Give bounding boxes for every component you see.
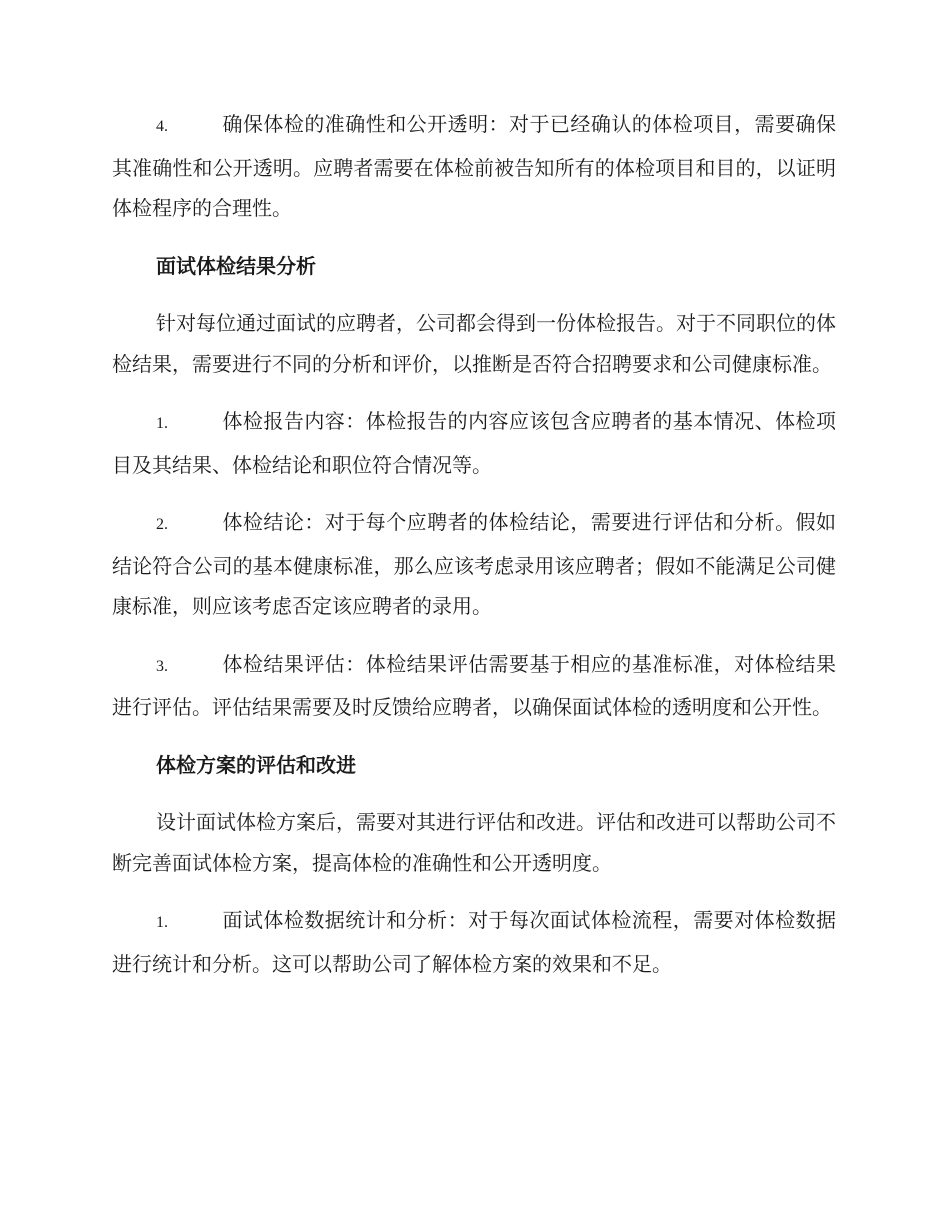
list-item	[112, 644, 836, 728]
list-item-text: 面试体检数据统计和分析：对于每次面试体检流程，需要对体检数据进行统计和分析。这可以帮助公司了解体检方案的效果和不足。	[112, 908, 836, 976]
list-item-text: 确保体检的准确性和公开透明：对于已经确认的体检项目，需要确保其准确性和公开透明。应聘者需要在体检前被告知所有的体检项目和目的，以证明体检程序的合理性。	[112, 112, 836, 220]
list-item	[112, 401, 836, 485]
list-item-number: 1.	[156, 914, 168, 931]
list-item-text: 体检报告内容：体检报告的内容应该包含应聘者的基本情况、体检项目及其结果、体检结论和职位符合情况等。	[112, 409, 836, 477]
list-item	[112, 502, 836, 627]
list-item	[112, 900, 836, 984]
list-item	[112, 104, 836, 229]
section-intro-improve: 设计面试体检方案后，需要对其进行评估和改进。评估和改进可以帮助公司不断完善面试体检方案，提高体检的准确性和公开透明度。	[112, 810, 836, 875]
section-heading-analysis: 面试体检结果分析	[156, 253, 316, 278]
list-item-number: 2.	[156, 516, 168, 533]
list-item-text: 体检结果评估：体检结果评估需要基于相应的基准标准，对体检结果进行评估。评估结果需要及时反馈给应聘者，以确保面试体检的透明度和公开性。	[112, 651, 836, 719]
section-heading-improve: 体检方案的评估和改进	[156, 752, 356, 777]
document-page	[112, 104, 836, 1001]
list-item-number: 3.	[156, 657, 168, 675]
section-intro-analysis: 针对每位通过面试的应聘者，公司都会得到一份体检报告。对于不同职位的体检结果，需要进行不同的分析和评价，以推断是否符合招聘要求和公司健康标准。	[112, 311, 836, 376]
list-item-number: 4.	[156, 118, 168, 135]
list-item-number: 1.	[156, 415, 168, 432]
list-item-text: 体检结论：对于每个应聘者的体检结论，需要进行评估和分析。假如结论符合公司的基本健康标准，那么应该考虑录用该应聘者；假如不能满足公司健康标准，则应该考虑否定该应聘者的录用。	[112, 510, 836, 618]
